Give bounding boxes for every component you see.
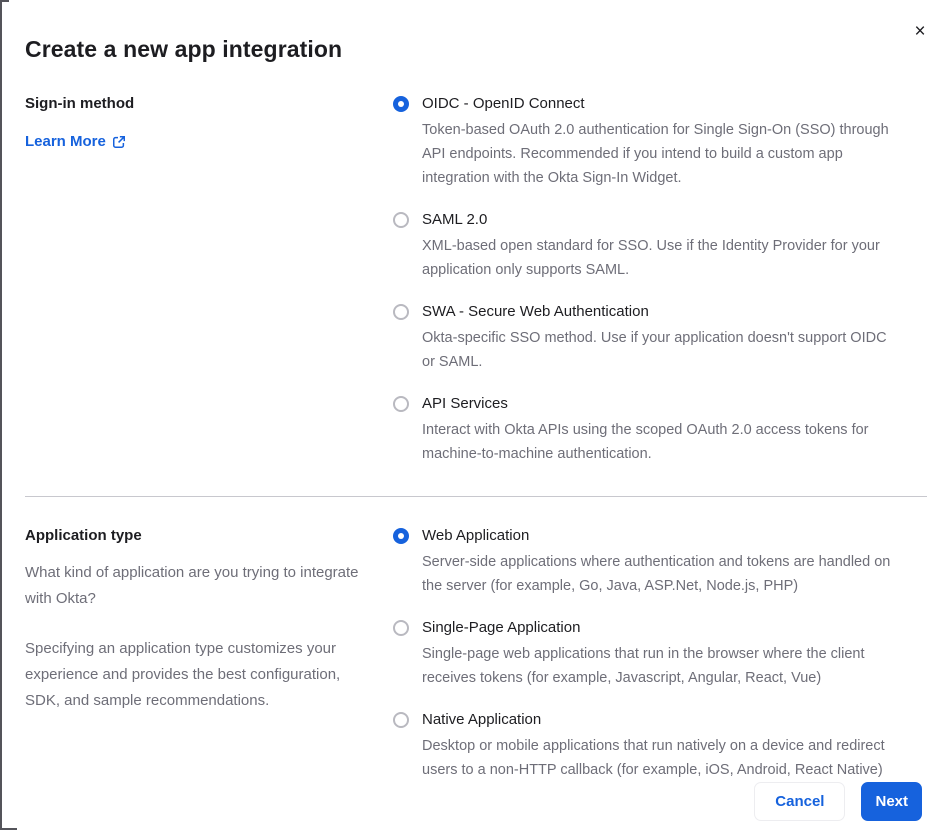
option-label: Web Application <box>422 527 530 544</box>
option-swa[interactable] <box>393 302 903 374</box>
signin-method-left-column <box>25 94 393 466</box>
option-description: Desktop or mobile applications that run natively on a device and redirect users to a non-HTTP callback (for example, iOS, Android, React Native) <box>422 738 885 778</box>
signin-method-options <box>393 94 903 466</box>
option-label: SWA - Secure Web Authentication <box>422 303 649 320</box>
radio-selected-icon[interactable] <box>393 96 409 112</box>
section-divider <box>25 496 927 497</box>
radio-selected-icon[interactable] <box>393 528 409 544</box>
radio-unselected-icon[interactable] <box>393 212 409 228</box>
option-label: SAML 2.0 <box>422 211 488 228</box>
application-type-section <box>2 526 950 782</box>
option-description: Server-side applications where authentication and tokens are handled on the server (for example, Go, Java, ASP.Net, Node.js, PHP) <box>422 554 891 594</box>
learn-more-link[interactable] <box>25 133 126 150</box>
option-api-services[interactable] <box>393 394 903 466</box>
option-description: XML-based open standard for SSO. Use if the Identity Provider for your application only supports SAML. <box>422 238 880 278</box>
dialog-title: Create a new app integration <box>25 36 343 62</box>
option-oidc-openid-connect[interactable] <box>393 94 903 190</box>
radio-unselected-icon[interactable] <box>393 712 409 728</box>
dialog-footer <box>2 782 950 830</box>
next-button[interactable]: Next <box>861 782 922 821</box>
option-description: Interact with Okta APIs using the scoped OAuth 2.0 access tokens for machine-to-machine authentication. <box>422 422 869 462</box>
option-native-application[interactable] <box>393 710 903 782</box>
option-web-application[interactable] <box>393 526 903 598</box>
option-label: Single-Page Application <box>422 619 581 636</box>
signin-method-section <box>2 94 950 466</box>
option-label: API Services <box>422 395 508 412</box>
option-label: Native Application <box>422 711 542 728</box>
radio-unselected-icon[interactable] <box>393 304 409 320</box>
learn-more-label: Learn More <box>25 133 106 150</box>
option-description: Single-page web applications that run in the browser where the client receives tokens (for example, Javascript, Angular, React, Vue) <box>422 646 865 686</box>
option-description: Token-based OAuth 2.0 authentication for Single Sign-On (SSO) through API endpoints. Recommended if you intend to build a custom app integration with the Okta Sign-In Widget. <box>422 122 889 186</box>
application-type-help-text-1: What kind of application are you trying to integrate with Okta? <box>25 564 359 607</box>
radio-unselected-icon[interactable] <box>393 620 409 636</box>
option-saml[interactable] <box>393 210 903 282</box>
cancel-button[interactable]: Cancel <box>754 782 845 821</box>
option-label: OIDC - OpenID Connect <box>422 95 585 112</box>
external-link-icon <box>112 135 126 149</box>
signin-method-heading: Sign-in method <box>25 95 135 112</box>
close-icon[interactable]: × <box>906 18 934 46</box>
application-type-heading: Application type <box>25 527 142 544</box>
application-type-left-column <box>25 526 393 782</box>
radio-unselected-icon[interactable] <box>393 396 409 412</box>
option-description: Okta-specific SSO method. Use if your application doesn't support OIDC or SAML. <box>422 330 887 370</box>
application-type-help-text-2: Specifying an application type customizes your experience and provides the best configuration, SDK, and sample recommendations. <box>25 640 341 709</box>
application-type-options <box>393 526 903 782</box>
option-single-page-application[interactable] <box>393 618 903 690</box>
